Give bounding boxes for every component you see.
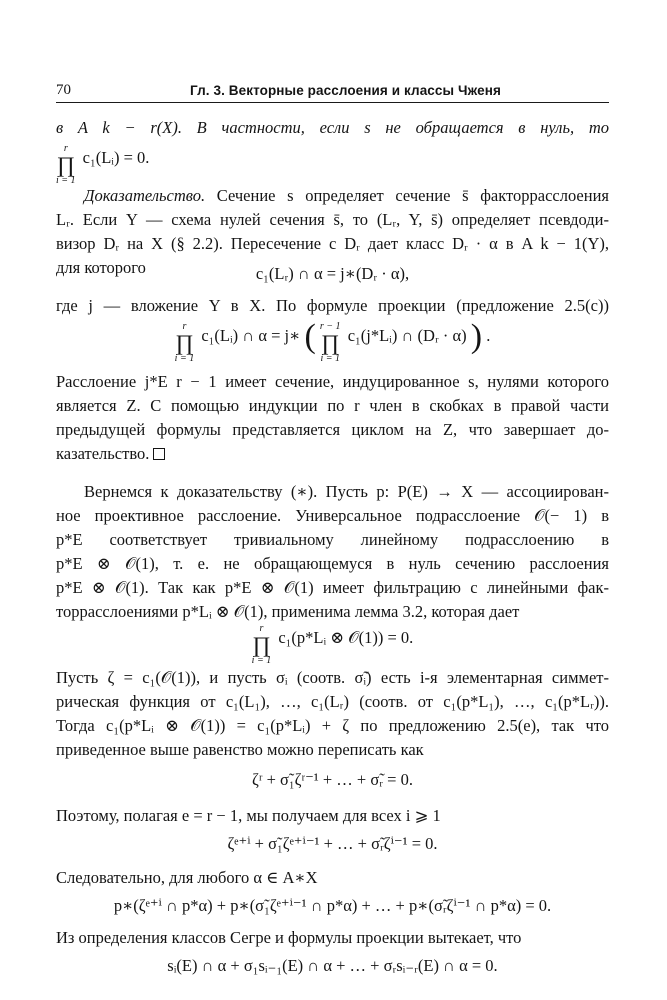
equation: c₁(Lᵣ) ∩ α = j∗(Dᵣ · α), — [255, 264, 410, 283]
page-header — [56, 80, 609, 103]
paragraph-line: рическая функция от c₁(L₁), …, c₁(Lᵣ) (соотв. от c₁(p*L₁), …, c₁(p*Lᵣ)). — [56, 692, 609, 711]
paragraph-line: Доказательство. Сечение s определяет сечение s̄ факторрасслоения — [84, 186, 609, 205]
paragraph-line: Пусть ζ = c₁(𝒪(1)), и пусть σᵢ (соотв. σ̃ᵢ) есть i-я элементарная симмет- — [56, 668, 609, 687]
paragraph-line: предыдущей формулы представляется циклом на Z, что завершает до- — [56, 420, 609, 439]
paragraph-line: торрасслоениями p*Lᵢ ⊗ 𝒪(1), применима лемма 3.2, которая дает — [56, 602, 520, 621]
product-sign: r ∏ i = 1 — [174, 321, 195, 364]
paragraph-line: Расслоение j*E r − 1 имеет сечение, индуцированное s, нулями которого — [56, 372, 609, 391]
equation: sᵢ(E) ∩ α + σ₁sᵢ₋₁(E) ∩ α + … + σᵣsᵢ₋ᵣ(E) ∩ α = 0. — [167, 956, 498, 975]
paragraph-line: Из определения классов Сегре и формулы проекции вытекает, что — [56, 928, 522, 947]
paragraph-line: где j — вложение Y в X. По формуле проекции (предложение 2.5(c)) — [56, 296, 609, 315]
equation-body: c₁(Lᵢ) = 0. — [82, 147, 150, 167]
paragraph-line: для которого — [56, 258, 146, 277]
product-sign: r ∏ i = 1 — [56, 143, 76, 186]
paragraph-line: ное проективное расслоение. Универсальное подрасслоение 𝒪(− 1) в — [56, 506, 609, 525]
paragraph-line: визор Dᵣ на X (§ 2.2). Пересечение с Dᵣ дает класс Dᵣ · α в A k − 1(Y), — [56, 234, 609, 253]
paragraph-line: Поэтому, полагая e = r − 1, мы получаем для всех i ⩾ 1 — [56, 806, 441, 825]
equation: ζᵉ⁺ⁱ + σ̃₁ζᵉ⁺ⁱ⁻¹ + … + σ̃ᵣζⁱ⁻¹ = 0. — [227, 834, 438, 853]
equation-product-zero — [56, 138, 609, 186]
equation: ζʳ + σ̃₁ζʳ⁻¹ + … + σ̃ᵣ = 0. — [252, 770, 413, 789]
paragraph-line: p*E соответствует тривиальному линейному подрасслоению в — [56, 530, 609, 549]
paragraph-line: казательство. — [56, 444, 609, 464]
paragraph-line: Следовательно, для любого α ∈ A∗X — [56, 868, 318, 887]
equation: p∗(ζᵉ⁺ⁱ ∩ p*α) + p∗(σ̃₁ζᵉ⁺ⁱ⁻¹ ∩ p*α) + … + p∗(σ̃ᵣζⁱ⁻¹ ∩ p*α) = 0. — [113, 896, 552, 915]
product-sign: r − 1 ∏ i = 1 — [319, 321, 341, 364]
paragraph-line: p*E ⊗ 𝒪(1), т. е. не обращающемуся в нуль сечению расслоения — [56, 554, 609, 573]
end-of-proof-icon — [153, 448, 165, 460]
equation-lemma-product: r ∏ i = 1 c₁(p*Lᵢ ⊗ 𝒪(1)) = 0. — [251, 623, 414, 666]
paragraph-line: p*E ⊗ 𝒪(1). Так как p*E ⊗ 𝒪(1) имеет фильтрацию с линейными фак- — [56, 578, 609, 597]
paragraph-line: Вернемся к доказательству (∗). Пусть p: P(E) → X — ассоциирован- — [84, 482, 609, 501]
page-number: 70 — [56, 82, 71, 98]
text-line: в A k − r(X). В частности, если s не обращается в нуль, то — [56, 118, 609, 137]
equation-projection-formula: r ∏ i = 1 c₁(Lᵢ) ∩ α = j∗ ( r − 1 ∏ i = 1 c₁(j*Lᵢ) ∩ (Dᵣ · α) ) . — [174, 318, 491, 364]
paragraph-line: Тогда c₁(p*Lᵢ ⊗ 𝒪(1)) = c₁(p*Lᵢ) + ζ по предложению 2.5(e), так что — [56, 716, 609, 735]
product-sign: r ∏ i = 1 — [251, 623, 272, 666]
paragraph-line: приведенное выше равенство можно переписать как — [56, 740, 424, 759]
paragraph-line: Lᵣ. Если Y — схема нулей сечения s̄, то (Lᵣ, Y, s̄) определяет псевдоди- — [56, 210, 609, 229]
running-title: Гл. 3. Векторные расслоения и классы Чженя — [190, 83, 501, 98]
proof-label: Доказательство. — [84, 186, 206, 205]
paragraph-line: является Z. С помощью индукции по r член в скобках в правой части — [56, 396, 609, 415]
